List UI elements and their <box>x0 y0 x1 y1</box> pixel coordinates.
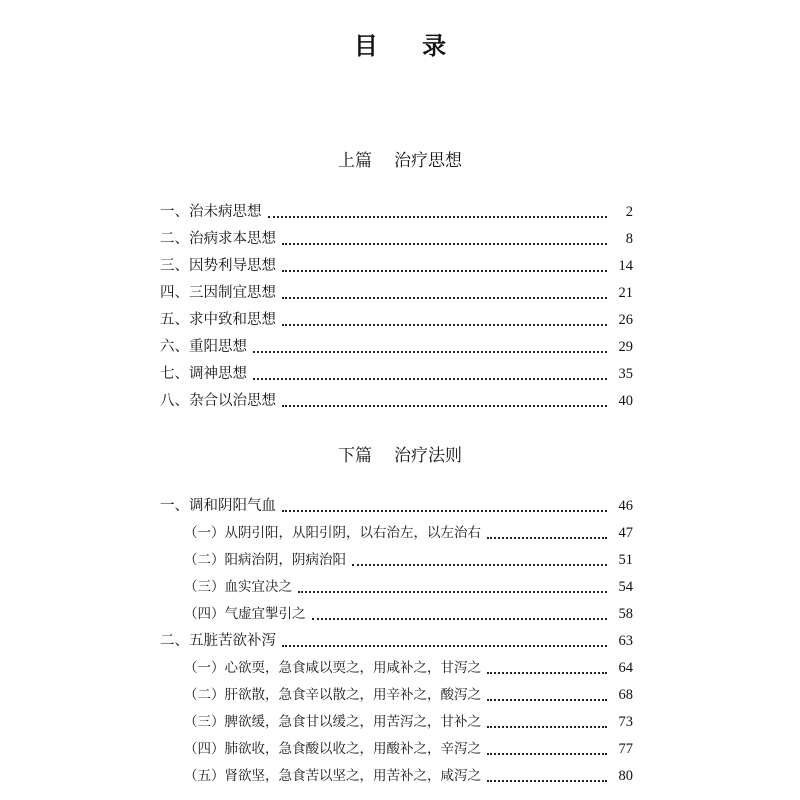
toc-entry-label: 一、调和阴阳气血 <box>160 498 276 514</box>
toc-entry-label: （三）血实宜决之 <box>184 579 292 595</box>
toc-entry-label: （五）肾欲坚，急食苦以坚之，用苦补之，咸泻之 <box>184 768 481 784</box>
toc-entry-page: 51 <box>618 552 633 568</box>
toc-subentry[interactable] <box>160 682 633 709</box>
leader-dots <box>282 270 607 272</box>
toc-entry-page: 8 <box>625 231 633 247</box>
leader-dots <box>282 645 607 647</box>
section-heading-part2 <box>0 441 800 466</box>
toc-entry-page: 21 <box>618 285 633 301</box>
toc-entry[interactable] <box>160 628 633 655</box>
toc-part2 <box>160 493 633 790</box>
page-title: 目 录 <box>353 32 465 60</box>
toc-subentry[interactable] <box>160 547 633 574</box>
toc-entry-page: 26 <box>618 312 633 328</box>
toc-subentry[interactable] <box>160 520 633 547</box>
leader-dots <box>282 243 607 245</box>
toc-entry-label: （三）脾欲缓，急食甘以缓之，用苦泻之，甘补之 <box>184 714 481 730</box>
toc-entry-label: 五、求中致和思想 <box>160 312 276 328</box>
toc-entry-label: （二）肝欲散，急食辛以散之，用辛补之，酸泻之 <box>184 687 481 703</box>
toc-subentry[interactable] <box>160 763 633 790</box>
leader-dots <box>282 510 607 512</box>
leader-dots <box>312 618 608 620</box>
toc-entry-label: （一）心欲耎，急食咸以耎之，用咸补之，甘泻之 <box>184 660 481 676</box>
toc-entry[interactable] <box>160 307 633 334</box>
toc-entry-page: 35 <box>618 366 633 382</box>
toc-entry-page: 46 <box>618 498 633 514</box>
toc-entry-page: 58 <box>618 606 633 622</box>
leader-dots <box>268 216 608 218</box>
toc-entry[interactable] <box>160 280 633 307</box>
toc-entry-page: 14 <box>618 258 633 274</box>
section-part-name: 治疗思想 <box>394 151 462 171</box>
leader-dots <box>487 780 607 782</box>
toc-entry-page: 80 <box>618 768 633 784</box>
leader-dots <box>298 591 607 593</box>
toc-entry-label: 八、杂合以治思想 <box>160 393 276 409</box>
toc-subentry[interactable] <box>160 709 633 736</box>
section-part-label: 下篇 <box>338 446 372 466</box>
toc-entry-label: 二、五脏苦欲补泻 <box>160 633 276 649</box>
leader-dots <box>282 297 607 299</box>
toc-entry[interactable] <box>160 253 633 280</box>
section-heading-part1 <box>0 146 800 171</box>
toc-entry-label: 一、治未病思想 <box>160 204 262 220</box>
toc-subentry[interactable] <box>160 736 633 763</box>
toc-subentry[interactable] <box>160 655 633 682</box>
leader-dots <box>487 672 607 674</box>
toc-entry-page: 64 <box>618 660 633 676</box>
toc-entry-label: （二）阳病治阴，阴病治阳 <box>184 552 346 568</box>
toc-entry-label: 六、重阳思想 <box>160 339 247 355</box>
toc-entry[interactable] <box>160 361 633 388</box>
toc-subentry[interactable] <box>160 601 633 628</box>
section-part-label: 上篇 <box>338 151 372 171</box>
toc-entry-label: 七、调神思想 <box>160 366 247 382</box>
toc-entry[interactable] <box>160 199 633 226</box>
toc-entry[interactable] <box>160 493 633 520</box>
toc-entry[interactable] <box>160 226 633 253</box>
section-part-name: 治疗法则 <box>394 446 462 466</box>
toc-entry[interactable] <box>160 388 633 415</box>
toc-entry-page: 29 <box>618 339 633 355</box>
toc-entry-page: 68 <box>618 687 633 703</box>
toc-entry-label: 四、三因制宜思想 <box>160 285 276 301</box>
leader-dots <box>487 753 607 755</box>
leader-dots <box>253 351 607 353</box>
toc-entry-label: 三、因势利导思想 <box>160 258 276 274</box>
leader-dots <box>487 726 607 728</box>
toc-part1 <box>160 199 633 415</box>
toc-entry-page: 63 <box>618 633 633 649</box>
toc-subentry[interactable] <box>160 574 633 601</box>
toc-entry-page: 40 <box>618 393 633 409</box>
toc-entry-page: 47 <box>618 525 633 541</box>
toc-entry[interactable] <box>160 334 633 361</box>
toc-entry-label: （一）从阴引阳，从阳引阴，以右治左，以左治右 <box>184 525 481 541</box>
leader-dots <box>487 699 607 701</box>
leader-dots <box>253 378 607 380</box>
leader-dots <box>282 324 607 326</box>
leader-dots <box>487 537 607 539</box>
leader-dots <box>352 564 607 566</box>
toc-entry-label: （四）气虚宜掣引之 <box>184 606 306 622</box>
toc-entry-page: 77 <box>618 741 633 757</box>
toc-entry-label: 二、治病求本思想 <box>160 231 276 247</box>
toc-entry-page: 54 <box>618 579 633 595</box>
toc-entry-page: 2 <box>625 204 633 220</box>
toc-entry-page: 73 <box>618 714 633 730</box>
leader-dots <box>282 405 607 407</box>
toc-entry-label: （四）肺欲收，急食酸以收之，用酸补之，辛泻之 <box>184 741 481 757</box>
